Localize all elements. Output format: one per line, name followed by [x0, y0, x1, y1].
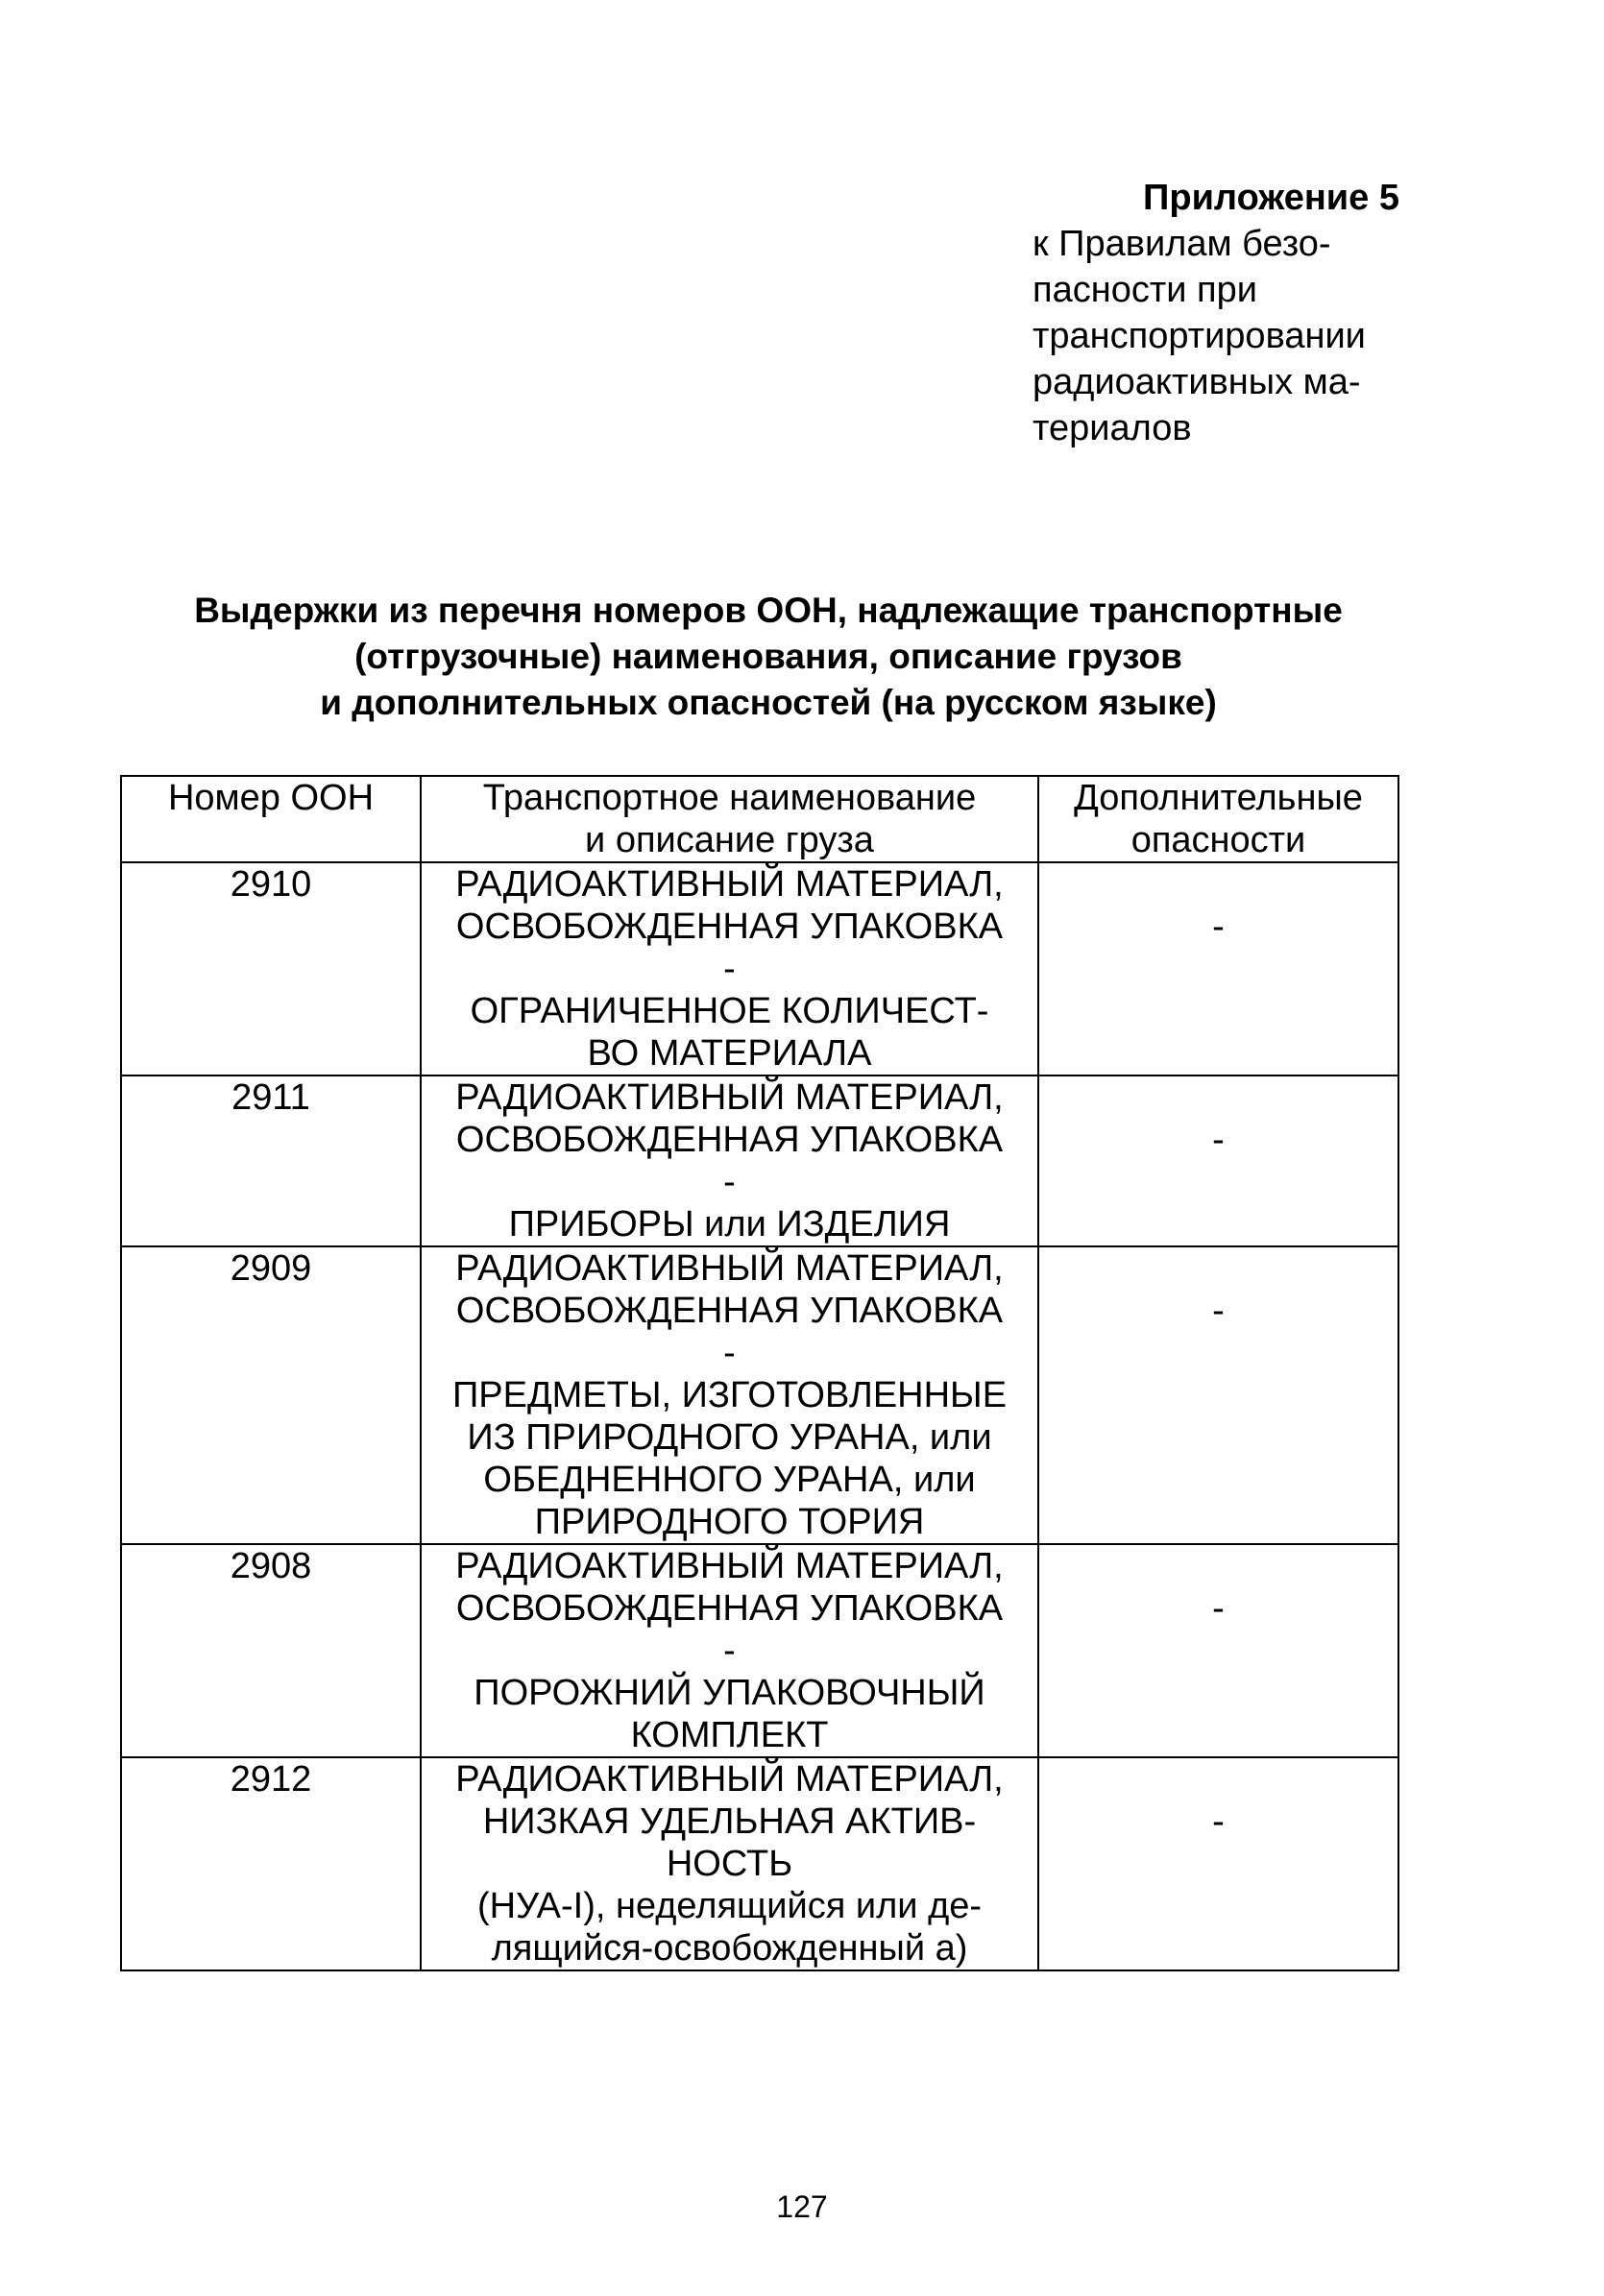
page-number: 127: [776, 2189, 828, 2224]
hazards-value: -: [1212, 1120, 1225, 1160]
cell-hazards: [1038, 1075, 1398, 1246]
hazards-value: -: [1212, 1588, 1225, 1629]
header-hazards: Дополнительные опасности: [1038, 776, 1398, 862]
cell-description: РАДИОАКТИВНЫЙ МАТЕРИАЛ, ОСВОБОЖДЕННАЯ УПАКОВКА - ПРЕДМЕТЫ, ИЗГОТОВЛЕННЫЕ ИЗ ПРИРОДНОГО УРАНА, или ОБЕДНЕННОГО УРАНА, или ПРИРОДНОГО ТОРИЯ: [421, 1246, 1038, 1544]
cell-un-number: 2912: [121, 1757, 421, 1970]
header-un-number: Номер ООН: [121, 776, 421, 862]
document-heading: Выдержки из перечня номеров ООН, надлежащие транспортные (отгрузочные) наименования, описание грузов и дополнительных опасностей (на русском языке): [194, 591, 1343, 722]
header-description: Транспортное наименование и описание груза: [421, 776, 1038, 862]
cell-description: РАДИОАКТИВНЫЙ МАТЕРИАЛ, ОСВОБОЖДЕННАЯ УПАКОВКА - ПОРОЖНИЙ УПАКОВОЧНЫЙ КОМПЛЕКТ: [421, 1544, 1038, 1757]
cell-hazards: [1038, 1757, 1398, 1970]
cell-hazards: [1038, 1246, 1398, 1544]
cell-hazards: [1038, 1544, 1398, 1757]
table-header-row: [121, 776, 1398, 862]
annex-block: [1033, 175, 1417, 451]
cell-hazards: [1038, 862, 1398, 1075]
cell-un-number: 2908: [121, 1544, 421, 1757]
table-row: [121, 1544, 1398, 1757]
cell-description: РАДИОАКТИВНЫЙ МАТЕРИАЛ, ОСВОБОЖДЕННАЯ УПАКОВКА - ПРИБОРЫ или ИЗДЕЛИЯ: [421, 1075, 1038, 1246]
table-row: [121, 1757, 1398, 1970]
un-numbers-table: [120, 775, 1399, 1971]
cell-un-number: 2909: [121, 1246, 421, 1544]
cell-description: РАДИОАКТИВНЫЙ МАТЕРИАЛ, ОСВОБОЖДЕННАЯ УПАКОВКА - ОГРАНИЧЕННОЕ КОЛИЧЕСТ- ВО МАТЕРИАЛА: [421, 862, 1038, 1075]
table-row: [121, 1246, 1398, 1544]
hazards-value: -: [1212, 906, 1225, 947]
hazards-value: -: [1212, 1801, 1225, 1842]
annex-title: Приложение 5: [1143, 178, 1399, 218]
cell-un-number: 2911: [121, 1075, 421, 1246]
hazards-value: -: [1212, 1291, 1225, 1331]
annex-reference: к Правилам безо- пасности при транспортировании радиоактивных ма- териалов: [1033, 224, 1366, 448]
cell-description: РАДИОАКТИВНЫЙ МАТЕРИАЛ, НИЗКАЯ УДЕЛЬНАЯ АКТИВ- НОСТЬ (НУА-I), неделящийся или де- лящийся-освобожденный а): [421, 1757, 1038, 1970]
table-row: [121, 1075, 1398, 1246]
cell-un-number: 2910: [121, 862, 421, 1075]
table-row: [121, 862, 1398, 1075]
